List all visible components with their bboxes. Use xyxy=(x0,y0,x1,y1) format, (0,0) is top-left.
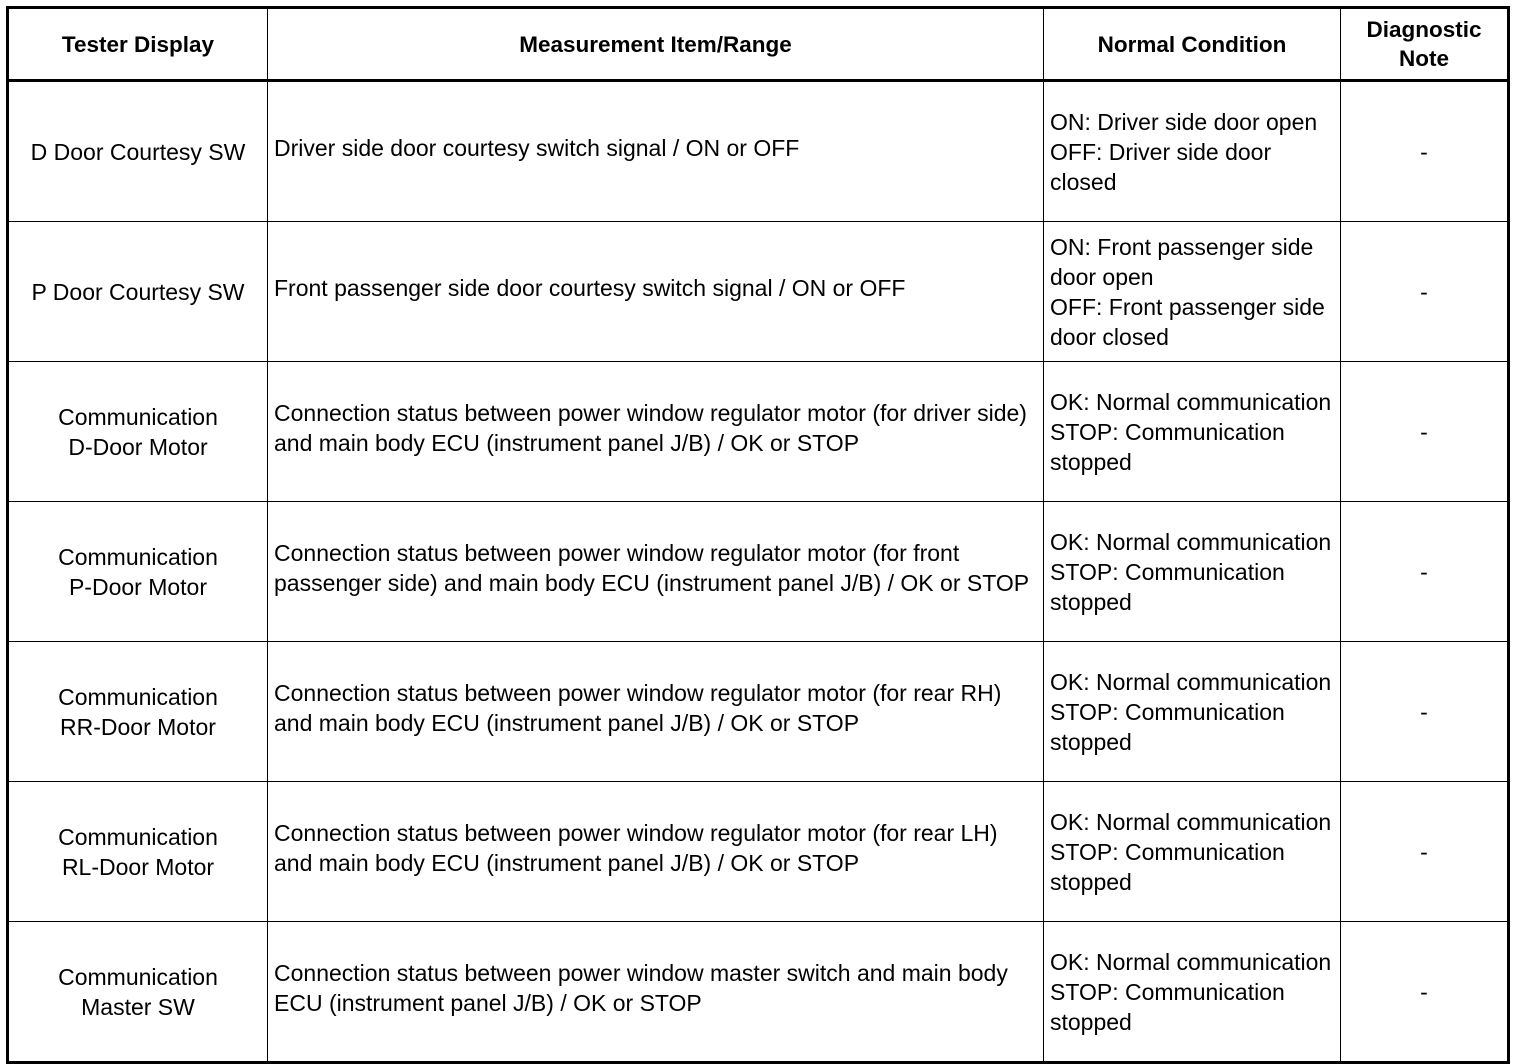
diagnostic-note-cell: - xyxy=(1341,81,1509,222)
measurement-cell: Connection status between power window master switch and main body ECU (instrument panel J/B) / OK or STOP xyxy=(268,922,1044,1063)
measurement-cell: Connection status between power window regulator motor (for driver side) and main body ECU (instrument panel J/B) / OK or STOP xyxy=(268,362,1044,502)
tester-display-cell: Communication P-Door Motor xyxy=(8,502,268,642)
measurement-cell: Connection status between power window regulator motor (for rear RH) and main body ECU (instrument panel J/B) / OK or STOP xyxy=(268,642,1044,782)
diagnostic-note-cell: - xyxy=(1341,362,1509,502)
tester-display-cell: D Door Courtesy SW xyxy=(8,81,268,222)
diagnostic-note-cell: - xyxy=(1341,642,1509,782)
header-tester-display: Tester Display xyxy=(8,8,268,81)
data-list-table-container xyxy=(6,6,1510,1064)
table-row xyxy=(8,642,1509,782)
header-row xyxy=(8,8,1509,81)
table-row xyxy=(8,81,1509,222)
tester-display-cell: Communication D-Door Motor xyxy=(8,362,268,502)
normal-condition-cell: OK: Normal communication STOP: Communication stopped xyxy=(1044,642,1341,782)
tester-display-cell: Communication RR-Door Motor xyxy=(8,642,268,782)
measurement-cell: Driver side door courtesy switch signal / ON or OFF xyxy=(268,81,1044,222)
table-row xyxy=(8,782,1509,922)
tester-display-cell: Communication Master SW xyxy=(8,922,268,1063)
diagnostic-note-cell: - xyxy=(1341,502,1509,642)
normal-condition-cell: OK: Normal communication STOP: Communication stopped xyxy=(1044,362,1341,502)
table-row xyxy=(8,922,1509,1063)
measurement-cell: Connection status between power window regulator motor (for front passenger side) and main body ECU (instrument panel J/B) / OK or STOP xyxy=(268,502,1044,642)
table-row xyxy=(8,222,1509,362)
header-normal-condition: Normal Condition xyxy=(1044,8,1341,81)
table-row xyxy=(8,362,1509,502)
diagnostic-note-cell: - xyxy=(1341,782,1509,922)
table-row xyxy=(8,502,1509,642)
measurement-cell: Front passenger side door courtesy switch signal / ON or OFF xyxy=(268,222,1044,362)
tester-display-cell: Communication RL-Door Motor xyxy=(8,782,268,922)
header-measurement-item: Measurement Item/Range xyxy=(268,8,1044,81)
diagnostic-note-cell: - xyxy=(1341,222,1509,362)
data-list-table xyxy=(6,6,1510,1064)
measurement-cell: Connection status between power window regulator motor (for rear LH) and main body ECU (instrument panel J/B) / OK or STOP xyxy=(268,782,1044,922)
normal-condition-cell: OK: Normal communication STOP: Communication stopped xyxy=(1044,782,1341,922)
table-header xyxy=(8,8,1509,81)
normal-condition-cell: OK: Normal communication STOP: Communication stopped xyxy=(1044,922,1341,1063)
diagnostic-note-cell: - xyxy=(1341,922,1509,1063)
tester-display-cell: P Door Courtesy SW xyxy=(8,222,268,362)
header-diagnostic-note: Diagnostic Note xyxy=(1341,8,1509,81)
normal-condition-cell: ON: Front passenger side door open OFF: Front passenger side door closed xyxy=(1044,222,1341,362)
normal-condition-cell: ON: Driver side door open OFF: Driver side door closed xyxy=(1044,81,1341,222)
table-body xyxy=(8,81,1509,1063)
normal-condition-cell: OK: Normal communication STOP: Communication stopped xyxy=(1044,502,1341,642)
